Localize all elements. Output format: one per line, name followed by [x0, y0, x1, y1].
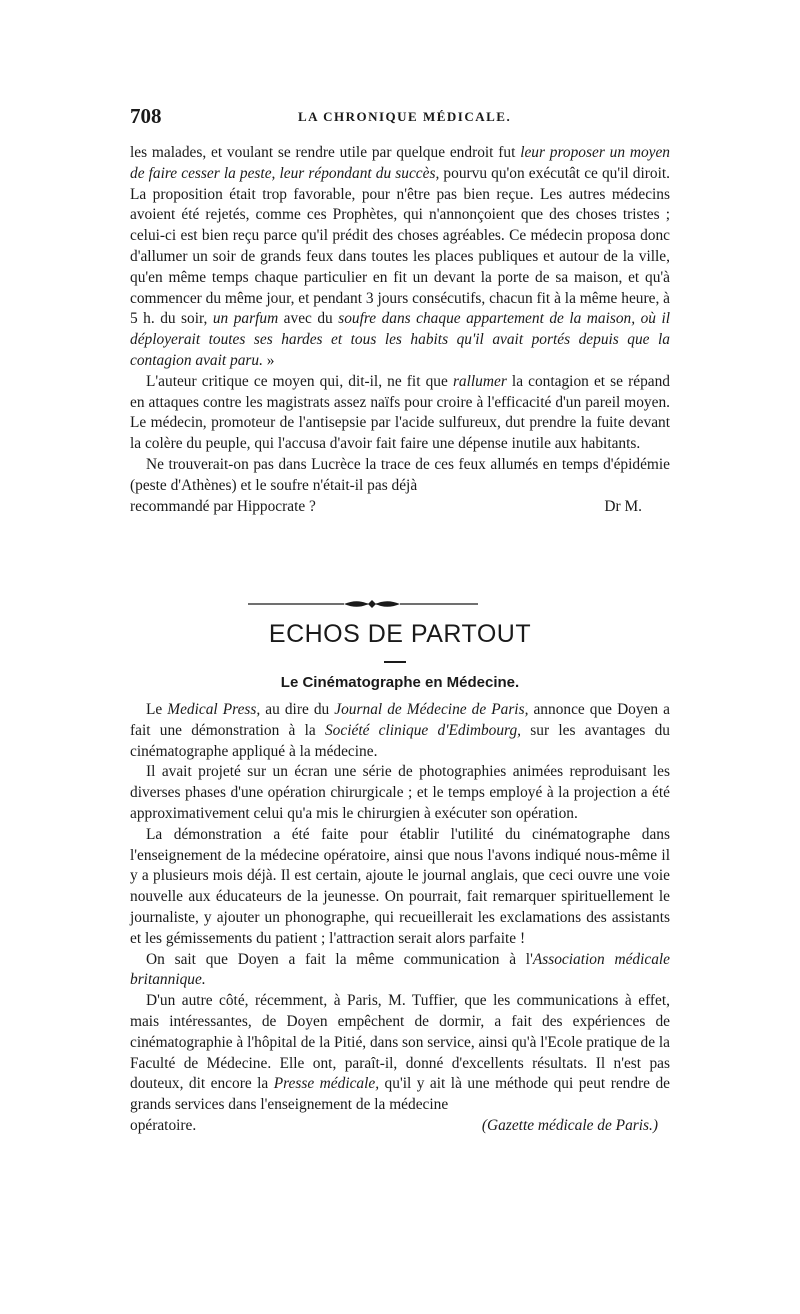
text-run: les malades, et voulant se rendre utile par quelque endroit fut	[130, 144, 521, 161]
paragraph	[130, 372, 670, 455]
italic-run: Société clinique d'Edimbourg,	[324, 721, 522, 739]
text-run: sur les avantages du cinématographe appliqué à la médecine.	[130, 721, 671, 760]
title-underline-rule	[384, 661, 406, 663]
paragraph	[130, 143, 670, 372]
text-run: pourvu qu'on exécutât ce qu'il diroit. La proposition était trop favorable, pour n'être pas bien reçue. Les autres médecins avoient été rejetés, comme ces Prophètes, qui n'annonçoient que des choses tristes ; celui-ci est bien reçu parce qu'il prédit des choses agréables. Ce médecin proposa donc d'allumer un soir de grands feux dans toutes les places publiques et autour de la ville, qu'en même temps chaque particulier en fit un devant la porte de sa maison, et qu'à commencer du même jour, et pendant 3 jours consécutifs, chacun fit à la même heure, à 5 h. du soir,	[130, 164, 670, 328]
text-run: recommandé par Hippocrate ?	[130, 497, 316, 515]
text-run: annonce que Doyen a fait une démonstration à la	[130, 701, 670, 739]
italic-run: un parfum	[212, 310, 279, 328]
paragraph: Il avait projeté sur un écran une série de photographies animées reproduisant les diverses phases d'une opération chirurgicale ; et le temps employé à la projection a été approximativement celui qu'a mis le chirurgien à exécuter son opération.	[130, 763, 670, 822]
paragraph	[130, 700, 670, 762]
page-number: 708	[130, 104, 162, 128]
paragraph: Ne trouverait-on pas dans Lucrèce la trace de ces feux allumés en temps d'épidémie (peste d'Athènes) et le soufre n'était-il pas déjà	[130, 455, 670, 494]
page-header	[130, 104, 670, 130]
text-run: la contagion et se répand en attaques contre les magistrats assez naïfs pour croire à l'efficacité d'un pareil moyen. Le médecin, promoteur de l'antisepsie par l'acide sulfureux, dut prendre la fuite devant la colère du peuple, qui l'accusa d'avoir fait faire une dépense inutile aux habitants.	[130, 372, 670, 453]
italic-run: Association médicale britannique.	[130, 950, 671, 989]
bottom-article-text	[130, 700, 670, 1137]
italic-run: Medical Press,	[167, 701, 261, 718]
signature-line	[130, 497, 670, 518]
italic-run: soufre dans chaque appartement de la maison, où il déployerait toutes ses hardes et tous les habits qu'il avait portés depuis que la contagion avait paru.	[130, 310, 670, 369]
italic-run: leur proposer un moyen de faire cesser la peste, leur répondant du succès,	[130, 144, 670, 182]
ornamental-divider	[248, 596, 478, 612]
text-run: qu'il y ait là une méthode qui peut rendre de grands services dans l'enseignement de la médecine	[130, 1075, 671, 1114]
paragraph: La démonstration a été faite pour établir l'utilité du cinématographe dans l'enseignement de la médecine opératoire, ainsi que nous l'avons indiqué nous-même il y a plusieurs mois déjà. Il est certain, ajoute le journal anglais, que ceci ouvre une voie nouvelle aux éducateurs de la jeunesse. On pourrait, fait remarquer spirituellement le journaliste, y ajouter un phonographe, qui recueillerait les exclamations des assistants et les gémissements du patient ; l'attraction serait alors parfaite !	[130, 825, 670, 947]
section-title: ECHOS DE PARTOUT	[268, 620, 532, 648]
text-run: opératoire.	[130, 1116, 197, 1134]
text-run: Le	[146, 701, 168, 718]
text-run: avec du	[278, 310, 339, 328]
source-citation: (Gazette médicale de Paris.)	[481, 1116, 658, 1134]
text-run: au dire du	[260, 701, 335, 718]
italic-run: Journal de Médecine de Paris,	[334, 701, 529, 718]
paragraph	[130, 950, 670, 992]
text-run: D'un autre côté, récemment, à Paris, M. Tuffier, que les communications à effet, mais intéressantes, de Doyen empêchent de dormir, a fait des expériences de cinématographie à l'hôpital de la Pitié, dans son service, ainsi qu'à l'Ecole pratique de la Faculté de Médecine. Elle ont, paraît-il, donné d'excellents résultats. Il n'est pas douteux, dit encore la	[130, 992, 670, 1093]
source-citation-line	[130, 1116, 670, 1137]
top-article-text	[130, 143, 670, 517]
text-run: On sait que Doyen a fait la même communication à l'	[146, 950, 533, 968]
article-subtitle: Le Cinématographe en Médecine.	[280, 674, 520, 691]
author-signature: Dr M.	[604, 497, 642, 515]
italic-run: Presse médicale,	[273, 1075, 380, 1093]
italic-run: rallumer	[452, 372, 507, 390]
text-run: L'auteur critique ce moyen qui, dit-il, ne fit que	[146, 372, 453, 390]
running-head: LA CHRONIQUE MÉDICALE.	[298, 109, 512, 124]
paragraph	[130, 991, 670, 1116]
text-run: »	[262, 351, 275, 369]
